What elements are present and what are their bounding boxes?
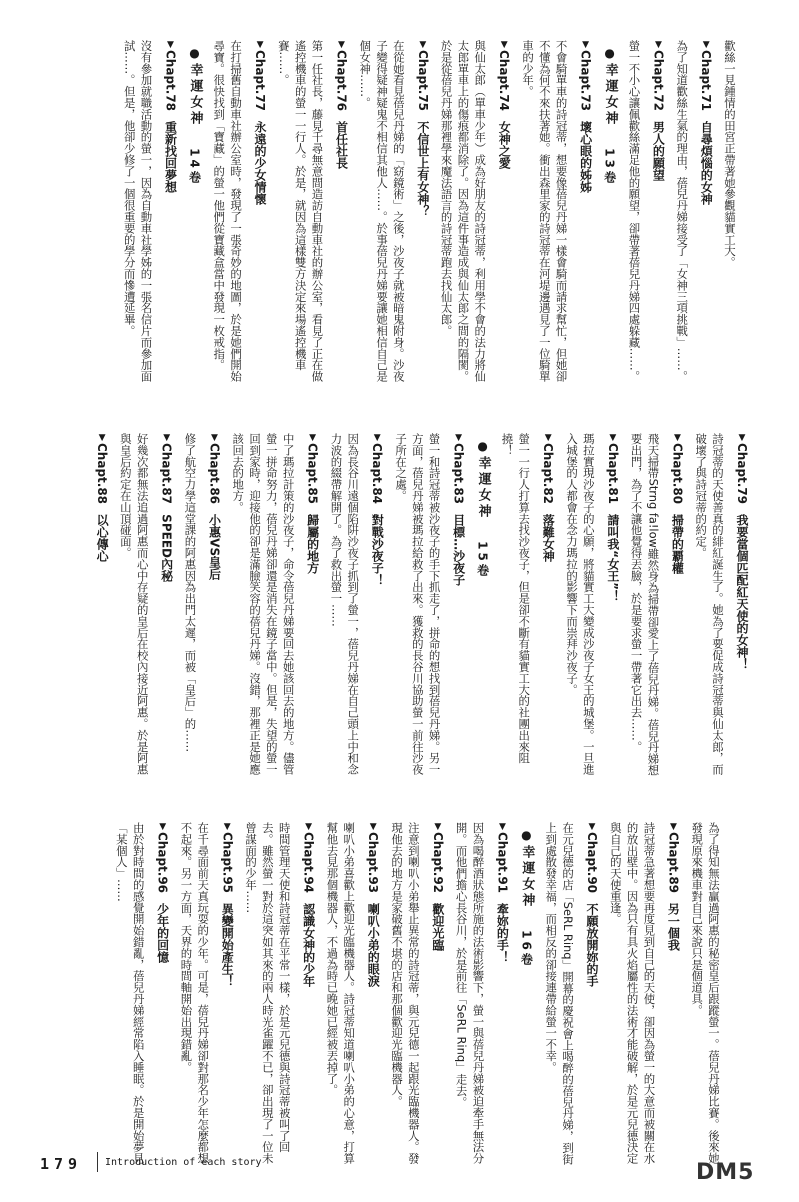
volume-number: 15卷	[475, 534, 490, 579]
chapter-heading	[251, 40, 268, 205]
synopsis-text: 在從她看見蓓兒丹娣的「窈鏡術」之後，沙夜子就被暗鬼附身。沙夜子變得疑神疑鬼不相信其他人……。於事蓓兒丹娣要讓她相信自己是個女神……。	[358, 40, 406, 382]
synopsis-text: 瑪拉實現沙夜子的心願，將貓實工大變成沙夜子女王的城堡。一旦進入城堡的人都會在念力瑪拉的影響下而崇拜沙夜子。	[565, 433, 596, 775]
triangle-icon: ▼	[165, 40, 176, 50]
synopsis-text: 因為長谷川遠個陷阱沙夜子抓到了螢一，蓓兒丹娣在自己頭上中和念力波的綴帶解開了。為了救出螢一……	[329, 433, 361, 775]
chapter-name: 壞心眼的姊姊	[578, 117, 593, 194]
chapter-heading	[668, 433, 685, 574]
triangle-icon: ▼	[737, 433, 747, 443]
chapter-number: Chapt.96	[155, 832, 170, 894]
chapter-number: Chapt.79	[735, 443, 749, 505]
text-block-middle	[36, 433, 750, 788]
chapter-number: Chapt.90	[585, 832, 600, 894]
volume-number: 14卷	[187, 141, 202, 186]
chapter-name: 重新找回夢想	[163, 117, 178, 194]
chapter-number: Chapt.75	[415, 50, 430, 112]
volume-heading	[474, 433, 492, 579]
chapter-number: Chapt.77	[253, 50, 268, 112]
synopsis-text: 修了航空力學這堂課的阿惠因為出門太遲，而被「皇后」的……	[183, 433, 198, 753]
chapter-heading	[697, 40, 714, 205]
triangle-icon: ▼	[303, 822, 314, 832]
footer-divider	[97, 1152, 98, 1172]
chapter-heading	[414, 40, 431, 217]
page-number: 179	[40, 1155, 83, 1173]
chapter-number: Chapt.80	[670, 443, 685, 505]
bullet-icon: ●	[602, 46, 617, 63]
chapter-title	[429, 822, 446, 951]
chapter-number: Chapt.71	[699, 50, 714, 112]
chapter-heading	[364, 822, 381, 987]
chapter-name: 歡迎光臨	[430, 899, 445, 952]
volume-heading	[517, 822, 535, 968]
chapter-heading	[368, 433, 385, 586]
triangle-icon: ▼	[499, 40, 510, 50]
chapter-name: 不信世上有女神？	[415, 117, 430, 218]
synopsis-paragraph	[275, 40, 325, 392]
text-block-lower	[74, 822, 722, 1177]
synopsis-paragraph	[324, 822, 358, 1174]
synopsis-paragraph	[542, 822, 576, 1174]
chapter-heading	[304, 433, 321, 574]
chapter-heading	[93, 433, 110, 562]
chapter-title	[158, 433, 175, 582]
chapter-number: Chapt.87	[159, 443, 174, 505]
chapter-heading	[154, 822, 171, 963]
synopsis-text: 因為喝醉酒狀態所施的法術影響下，螢一與蓓兒丹娣被迫牽手無法分開。而他們擔心長谷川，於是前往「SeRL Rinq」走去。	[454, 822, 486, 1164]
chapter-name: 永遠的少女情懷	[253, 117, 268, 206]
synopsis-paragraph	[117, 433, 151, 785]
chapter-title	[154, 822, 171, 963]
chapter-heading	[604, 433, 621, 602]
triangle-icon: ▼	[672, 433, 683, 443]
synopsis-text: 由於對時間的感覺開始錯亂，蓓兒丹娣經常陷入睡眠。於是開始夢見「某個人」……	[114, 822, 146, 1164]
chapter-name: 牽妳的手！	[495, 899, 510, 964]
synopsis-paragraph	[688, 822, 722, 1174]
watermark-logo	[693, 1160, 789, 1190]
bullet-icon: ●	[519, 828, 534, 845]
chapter-name: 喇叭小弟的眼淚	[366, 899, 381, 988]
synopsis-text: 螢一不小心讓佩歡絲滿足他的願望，卻帶著蓓兒丹娣四處躲藏……。	[627, 40, 642, 382]
triangle-icon: ▼	[653, 40, 664, 50]
chapter-title	[368, 433, 385, 586]
text-block-upper	[96, 40, 738, 395]
synopsis-paragraph	[563, 433, 597, 785]
triangle-icon: ▼	[336, 40, 347, 50]
volume-name: 幸運女神	[187, 63, 203, 127]
chapter-heading	[300, 822, 317, 987]
triangle-icon: ▼	[607, 433, 618, 443]
volume-number: 13卷	[602, 141, 617, 186]
chapter-title	[664, 822, 681, 951]
triangle-icon: ▼	[368, 822, 379, 832]
chapter-title	[697, 40, 714, 205]
volume-name: 幸運女神	[602, 63, 618, 127]
synopsis-paragraph	[178, 822, 212, 1174]
chapter-title	[493, 822, 510, 963]
volume-name: 幸運女神	[519, 845, 535, 909]
triangle-icon: ▼	[580, 40, 591, 50]
chapter-number: Chapt.78	[163, 50, 178, 112]
chapter-name: 落難女神	[541, 510, 556, 563]
triangle-icon: ▼	[587, 822, 598, 832]
synopsis-text: 第一任社長，藤見千尋無意間造訪自動車社的辦公室，看見了正在做遙控機車的螢一一行人。於是，就因為這樣雙方決定來場遙控機車賽……。	[276, 40, 325, 382]
chapter-name: 目標…沙夜子	[451, 510, 466, 587]
bullet-icon: ●	[475, 439, 490, 456]
chapter-name: 掃帶的覇權	[670, 510, 685, 575]
chapter-name: 我要當個匹配紅天使的女神！	[735, 510, 749, 671]
triangle-icon: ▼	[497, 822, 508, 832]
triangle-icon: ▼	[255, 40, 266, 50]
chapter-name: 以心傳心	[95, 510, 110, 563]
synopsis-text: 中了瑪拉計策的沙夜子，命令蓓兒丹娣要回去她該回去的地方。儘管螢一拼命努力，蓓兒丹娣卻還是消失在鏡子當中。但是，失望的螢一回到家時，迎接他的卻是滿臉笑容的蓓兒丹娣。沒錯，那裡正是她應該回去的地方。	[231, 433, 296, 775]
chapter-name: 請叫我“女王”！	[605, 510, 620, 602]
synopsis-paragraph	[210, 40, 244, 392]
chapter-title	[668, 433, 685, 574]
synopsis-paragraph	[519, 40, 569, 392]
chapter-number: Chapt.86	[207, 443, 222, 505]
triangle-icon: ▼	[161, 433, 172, 443]
chapter-number: Chapt.89	[666, 832, 681, 894]
synopsis-text: 不會騎單車的詩冠蒂，想要像蓓兒丹娣一樣會騎而請求幫忙，但她卻不懂為何不來扶著她。衝出森里家的詩冠蒂在河堤邊遇見了一位騎單車的少年。	[521, 40, 569, 382]
synopsis-paragraph	[628, 433, 662, 785]
chapter-title	[577, 40, 594, 193]
synopsis-paragraph	[453, 822, 487, 1174]
chapter-heading	[450, 433, 467, 586]
synopsis-text: 為了知道歡絲生氣的理由，蓓兒丹娣接受了「女神三項挑戰」……。	[675, 40, 690, 382]
synopsis-text: 飛天掃帶Strng fa!low雖然身為掃帶卻愛上了蓓兒丹娣。蓓兒丹娣想要出門，為了不讓他覺得丟臉，於是要求螢一帶著它出去……。	[629, 433, 661, 776]
chapter-title	[604, 433, 621, 602]
volume-name: 幸運女神	[475, 456, 491, 520]
chapter-heading	[493, 822, 510, 963]
chapter-number: Chapt.82	[541, 443, 556, 505]
synopsis-text: 在千尋面前天真玩耍的少年。可是，蓓兒丹娣卻對那名少年怎麼都想不起來。另一方面，天界的時間軸開始出現錯亂。	[179, 822, 211, 1164]
triangle-icon: ▼	[209, 433, 220, 443]
chapter-name: 女神之愛	[497, 117, 512, 170]
chapter-name: 異變開始產生！	[220, 899, 235, 988]
chapter-heading	[539, 433, 556, 562]
synopsis-paragraph	[356, 40, 406, 392]
synopsis-paragraph	[438, 40, 488, 392]
chapter-name: 首任社長	[334, 117, 349, 170]
triangle-icon: ▼	[157, 822, 168, 832]
synopsis-text: 沒有參加就職活動的螢一，因為自動車社學姊的一張名信片而參加面試……。但是，他卻少修了一個很重要的學分而慘遭延畢。	[122, 40, 154, 382]
synopsis-text: 喇叭小弟喜歡上歡迎光臨機器人。詩冠蒂知道喇叭小弟的心意，打算幫他去見那個機器人，不過為時已晚她已經被丟掉了。	[325, 822, 357, 1164]
chapter-number: Chapt.81	[605, 443, 620, 505]
triangle-icon: ▼	[97, 433, 108, 443]
synopsis-paragraph	[626, 40, 643, 392]
synopsis-paragraph	[242, 822, 292, 1174]
volume-number: 16卷	[519, 923, 534, 968]
chapter-number: Chapt.85	[305, 443, 320, 505]
chapter-title	[218, 822, 235, 987]
triangle-icon: ▼	[668, 822, 679, 832]
chapter-heading	[577, 40, 594, 193]
synopsis-text: 時間管理天使和詩冠蒂在平常一樣，於是元兒德與詩冠蒂被叫了回去。雖然螢一對於這突如其來的兩人時光雀躍不已，卻出現了一位未曾謀面的少年……	[244, 822, 292, 1164]
chapter-title	[364, 822, 381, 987]
volume-title	[601, 40, 619, 186]
synopsis-paragraph	[229, 433, 296, 785]
synopsis-paragraph	[113, 822, 147, 1174]
synopsis-text: 詩冠蒂急著想要再度見到自己的天使，卻因為螢一的大意而被關在水的放出壁中。因為只有具火焰屬性的法術才能破解，於是元兒德決定與自己的天使重逢。	[608, 822, 657, 1164]
synopsis-text: 注意到喇叭小弟舉止異常的詩冠蒂，與元兒德一起跟光臨機器人。發現他去的地方是家破舊不堪的店和那個歡迎光臨機器人。	[390, 822, 421, 1164]
chapter-title	[583, 822, 600, 987]
chapter-number: Chapt.72	[651, 50, 666, 112]
synopsis-paragraph	[499, 433, 533, 785]
synopsis-paragraph	[392, 433, 442, 785]
synopsis-paragraph	[328, 433, 362, 785]
chapter-name: 少年的回憶	[155, 899, 170, 964]
chapter-title	[93, 433, 110, 562]
chapter-heading	[733, 433, 750, 670]
synopsis-paragraph	[692, 433, 726, 785]
triangle-icon: ▼	[222, 822, 233, 832]
chapter-number: Chapt.74	[497, 50, 512, 112]
chapter-number: Chapt.84	[370, 443, 385, 505]
section-caption: Introduction of each story	[105, 1157, 262, 1168]
chapter-name: 男人的願望	[651, 117, 666, 182]
chapter-heading	[495, 40, 512, 169]
synopsis-paragraph	[388, 822, 422, 1174]
chapter-title	[300, 822, 317, 987]
chapter-title	[304, 433, 321, 574]
chapter-title	[251, 40, 268, 205]
triangle-icon: ▼	[417, 40, 428, 50]
watermark-text: DM5	[696, 1160, 755, 1185]
synopsis-text: 螢一和詩冠蒂被沙夜子的手下抓走了，拼命的想找到蓓兒丹娣。另一方面，蓓兒丹娣被瑪拉給救了出來。獲救的長谷川協助螢一前往沙夜子所在之處。	[394, 433, 442, 775]
chapter-name: 另一個我	[666, 899, 681, 952]
chapter-number: Chapt.93	[366, 832, 381, 894]
synopsis-text: 螢一一行人打算去找沙夜子，但是卻不斷有貓實工大的社團出來阻撓！	[500, 433, 532, 764]
synopsis-paragraph	[721, 40, 738, 392]
triangle-icon: ▼	[701, 40, 712, 50]
synopsis-paragraph	[673, 40, 690, 392]
chapter-heading	[332, 40, 349, 169]
synopsis-text: 為了得知無法贏過阿惠的秘密皇后跟蹤螢一。蓓兒丹娣比賽。後來她發現原來機車對自己來說只是個道具。	[690, 822, 721, 1164]
chapter-heading	[158, 433, 175, 582]
chapter-title	[161, 40, 178, 193]
chapter-number: Chapt.94	[301, 832, 316, 894]
chapter-title	[414, 40, 431, 217]
synopsis-text: 與仙太郎（單車少年）成為好朋友的詩冠蒂，利用學不會的法力將仙太郎單車上的傷痕都消除了。因為這件事造成與仙太郎之間的隔閡。於是從蓓兒丹娣那裡學來魔法語言的詩冠蒂跑去找仙太郎。	[439, 40, 488, 382]
chapter-name: 小惠VS皇后	[207, 510, 222, 581]
synopsis-paragraph	[182, 433, 199, 785]
triangle-icon: ▼	[543, 433, 554, 443]
synopsis-text: 歡絲一見鍾情的田宮正帶著她參觀貓實工大。	[723, 40, 737, 268]
chapter-heading	[205, 433, 222, 580]
chapter-number: Chapt.83	[451, 443, 466, 505]
synopsis-paragraph	[607, 822, 657, 1174]
synopsis-text: 詩冠蒂的天使善真的緋紅誕生了。她為了要促成詩冠蒂與仙太郎，而破壞了與詩冠蒂的約定。	[694, 433, 725, 775]
chapter-heading	[429, 822, 446, 951]
chapter-name: 歸屬的地方	[305, 510, 320, 575]
chapter-number: Chapt.73	[578, 50, 593, 112]
chapter-number: Chapt.91	[495, 832, 510, 894]
triangle-icon: ▼	[307, 433, 318, 443]
triangle-icon: ▼	[453, 433, 464, 443]
chapter-name: 認識女神的少年	[301, 899, 316, 988]
chapter-heading	[583, 822, 600, 987]
chapter-title	[205, 433, 222, 580]
chapter-title	[332, 40, 349, 169]
chapter-number: Chapt.95	[220, 832, 235, 894]
synopsis-paragraph	[121, 40, 155, 392]
chapter-number: Chapt.92	[430, 832, 445, 894]
volume-title	[517, 822, 535, 968]
chapter-title	[495, 40, 512, 169]
chapter-name: SPEED內秘	[159, 510, 174, 583]
synopsis-text: 好幾次都無法追過阿惠而心中存疑的皇后在校內接近阿惠。於是阿惠與皇后約定在山頂碰面。	[118, 433, 150, 775]
triangle-icon: ▼	[432, 822, 443, 832]
chapter-title	[733, 433, 750, 670]
volume-heading	[601, 40, 619, 186]
synopsis-text: 在元兒德的店「SeRL Rinq」開幕的慶祝會上喝醉的蓓兒丹娣，到街上到處散發幸福，而相反的卻接連帶給螢一不幸。	[544, 822, 576, 1165]
chapter-heading	[161, 40, 178, 193]
chapter-title	[450, 433, 467, 586]
chapter-number: Chapt.76	[334, 50, 349, 112]
chapter-title	[649, 40, 666, 181]
chapter-heading	[649, 40, 666, 181]
chapter-name: 對戰沙夜子！	[370, 510, 385, 587]
chapter-title	[539, 433, 556, 562]
volume-title	[474, 433, 492, 579]
triangle-icon: ▼	[372, 433, 383, 443]
chapter-name: 不願放開妳的手	[585, 899, 600, 988]
chapter-heading	[664, 822, 681, 951]
bullet-icon: ●	[187, 46, 202, 63]
chapter-name: 自尋煩惱的女神	[699, 117, 714, 206]
volume-title	[185, 40, 203, 186]
chapter-number: Chapt.88	[95, 443, 110, 505]
volume-heading	[185, 40, 203, 186]
synopsis-text: 在打掃舊自動車社辦公室時，發現了一張奇妙的地圖，於是她們開始尋寶。很快找到「寶藏」的螢一他們從寶藏盒當中發現一枚戒指。	[212, 40, 244, 382]
chapter-heading	[218, 822, 235, 987]
